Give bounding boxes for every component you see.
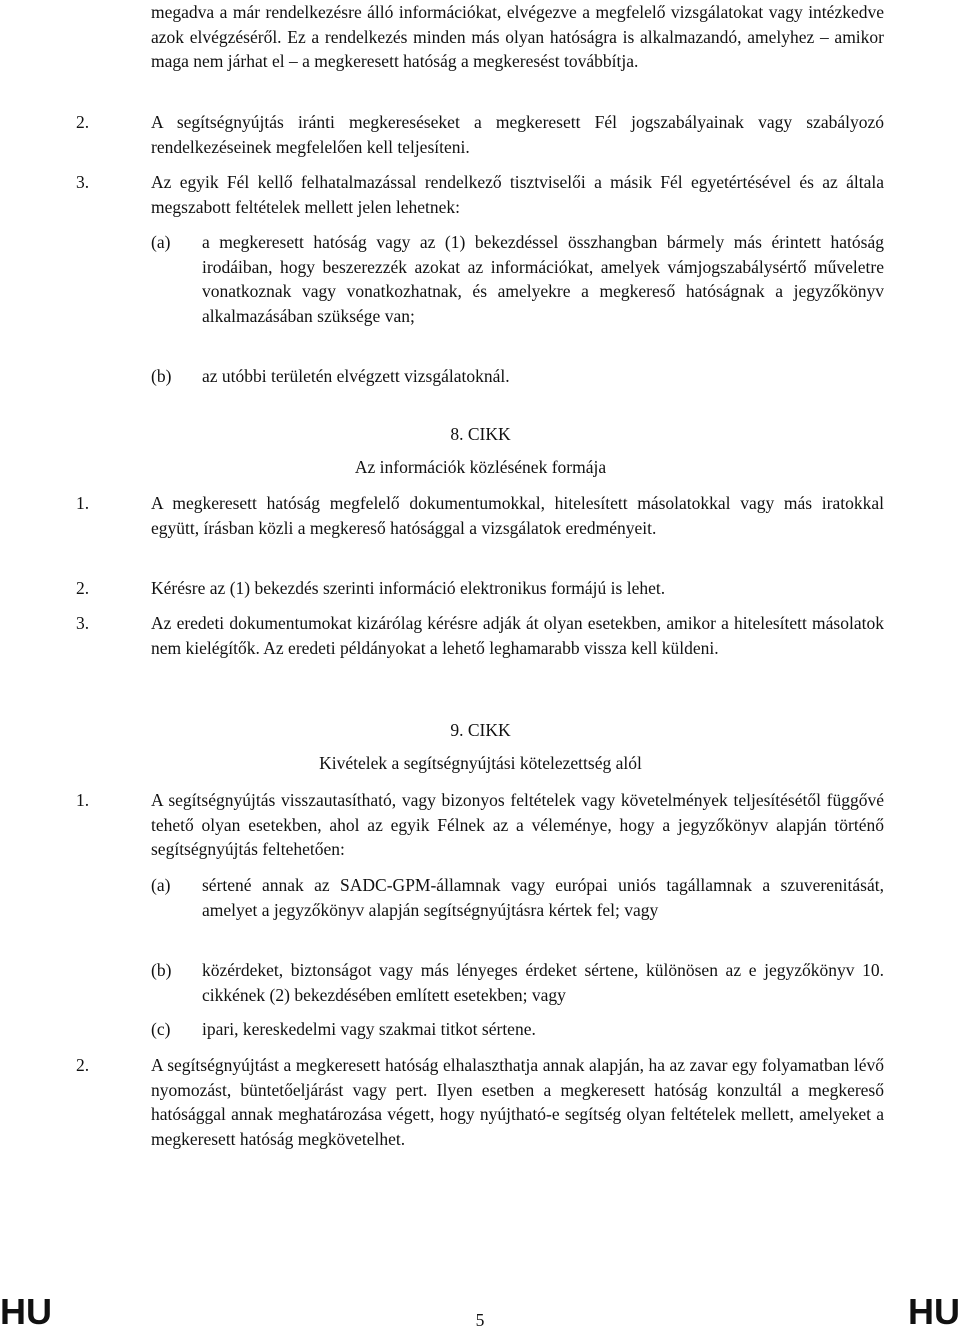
art9-p1-item-c-text: ipari, kereskedelmi vagy szakmai titkot sértene. bbox=[202, 1019, 536, 1039]
art7-p3-text: Az egyik Fél kellő felhatalmazással rendelkező tisztviselői a másik Fél egyetértésével és az általa megszabott feltételek mellett jelen lehetnek: bbox=[151, 172, 884, 217]
art8-heading: 8. CIKK bbox=[450, 424, 511, 444]
art9-p2-number: 2. bbox=[76, 1055, 90, 1075]
art7-p3-item-b-label: (b) bbox=[151, 366, 172, 386]
footer-language-code-left: HU bbox=[0, 1291, 52, 1332]
art8-p1-number: 1. bbox=[76, 493, 90, 513]
art9-p1-text: A segítségnyújtás visszautasítható, vagy bizonyos feltételek vagy követelmények teljesítésétől függővé tehető olyan esetekben, ahol az egyik Félnek az a véleménye, hogy a jegyzőkönyv alapján történő segítségnyújtás feltehetően: bbox=[151, 790, 884, 860]
art8-title: Az információk közlésének formája bbox=[354, 457, 607, 477]
art8-p2-text: Kérésre az (1) bekezdés szerinti információ elektronikus formájú is lehet. bbox=[151, 578, 666, 598]
art8-p3-text: Az eredeti dokumentumokat kizárólag kérésre adják át olyan esetekben, amikor a hitelesített másolatok nem kielégítők. Az eredeti példányokat a lehető leghamarabb vissza kell küldeni. bbox=[151, 613, 884, 658]
art9-p1-item-c-label: (c) bbox=[151, 1019, 171, 1039]
art8-p1-text: A megkeresett hatóság megfelelő dokumentumokkal, hitelesített másolatokkal vagy más iratokkal együtt, írásban közli a megkereső hatósággal a vizsgálatok eredményeit. bbox=[151, 493, 884, 538]
art9-p1-item-b-label: (b) bbox=[151, 960, 172, 980]
art9-p2-text: A segítségnyújtást a megkeresett hatóság elhalaszthatja annak alapján, ha az zavar egy folyamatban lévő nyomozást, büntetőeljárást vagy pert. Ilyen esetben a megkeresett hatóság konzultál a megkereső hatósággal annak meghatározása végett, hogy nyújtható-e segítség olyan feltételek mellett, amelyeket a megkeresett hatóság megkövetelhet. bbox=[151, 1055, 884, 1149]
art9-title: Kivételek a segítségnyújtási kötelezettség alól bbox=[319, 753, 642, 773]
art9-p1-number: 1. bbox=[76, 790, 90, 810]
art7-p2-number: 2. bbox=[76, 112, 90, 132]
footer-language-code-right: HU bbox=[908, 1291, 960, 1332]
footer-page-number: 5 bbox=[475, 1310, 485, 1330]
art7-p3-item-a-label: (a) bbox=[151, 232, 171, 252]
art9-p1-item-b-text: közérdeket, biztonságot vagy más lényeges érdeket sértene, különösen az e jegyzőkönyv 10. cikkének (2) bekezdésében említett esetekben; vagy bbox=[202, 960, 884, 1005]
intro-paragraph: megadva a már rendelkezésre álló információkat, elvégezve a megfelelő vizsgálatokat vagy intézkedve azok elvégzéséről. Ez a rendelkezés minden más olyan hatóságra is alkalmazandó, amelyhez – amikor maga nem járhat el – a megkeresett hatóság a megkeresést továbbítja. bbox=[151, 2, 884, 72]
art7-p3-item-a-text: a megkeresett hatóság vagy az (1) bekezdéssel összhangban bármely más érintett hatóság irodáiban, hogy beszerezzék azokat az információkat, amelyek vámjogszabálysértő műveletre vonatkoznak vagy vonatkozhatnak, és amelyekre a megkereső hatóságnak a jegyzőkönyv alkalmazásában szüksége van; bbox=[202, 232, 884, 326]
art7-p2-text: A segítségnyújtás iránti megkereséseket a megkeresett Fél jogszabályainak vagy szabályozó rendelkezéseinek megfelelően kell teljesíteni. bbox=[151, 112, 884, 157]
art7-p3-number: 3. bbox=[76, 172, 90, 192]
art9-p1-item-a-text: sértené annak az SADC-GPM-államnak vagy európai uniós tagállamnak a szuverenitását, amelyet a jegyzőkönyv alapján segítségnyújtásra kértek fel; vagy bbox=[202, 875, 884, 920]
art7-p3-item-b-text: az utóbbi területén elvégzett vizsgálatoknál. bbox=[202, 366, 510, 386]
art8-p2-number: 2. bbox=[76, 578, 90, 598]
art9-p1-item-a-label: (a) bbox=[151, 875, 171, 895]
art8-p3-number: 3. bbox=[76, 613, 90, 633]
art9-heading: 9. CIKK bbox=[450, 720, 511, 740]
